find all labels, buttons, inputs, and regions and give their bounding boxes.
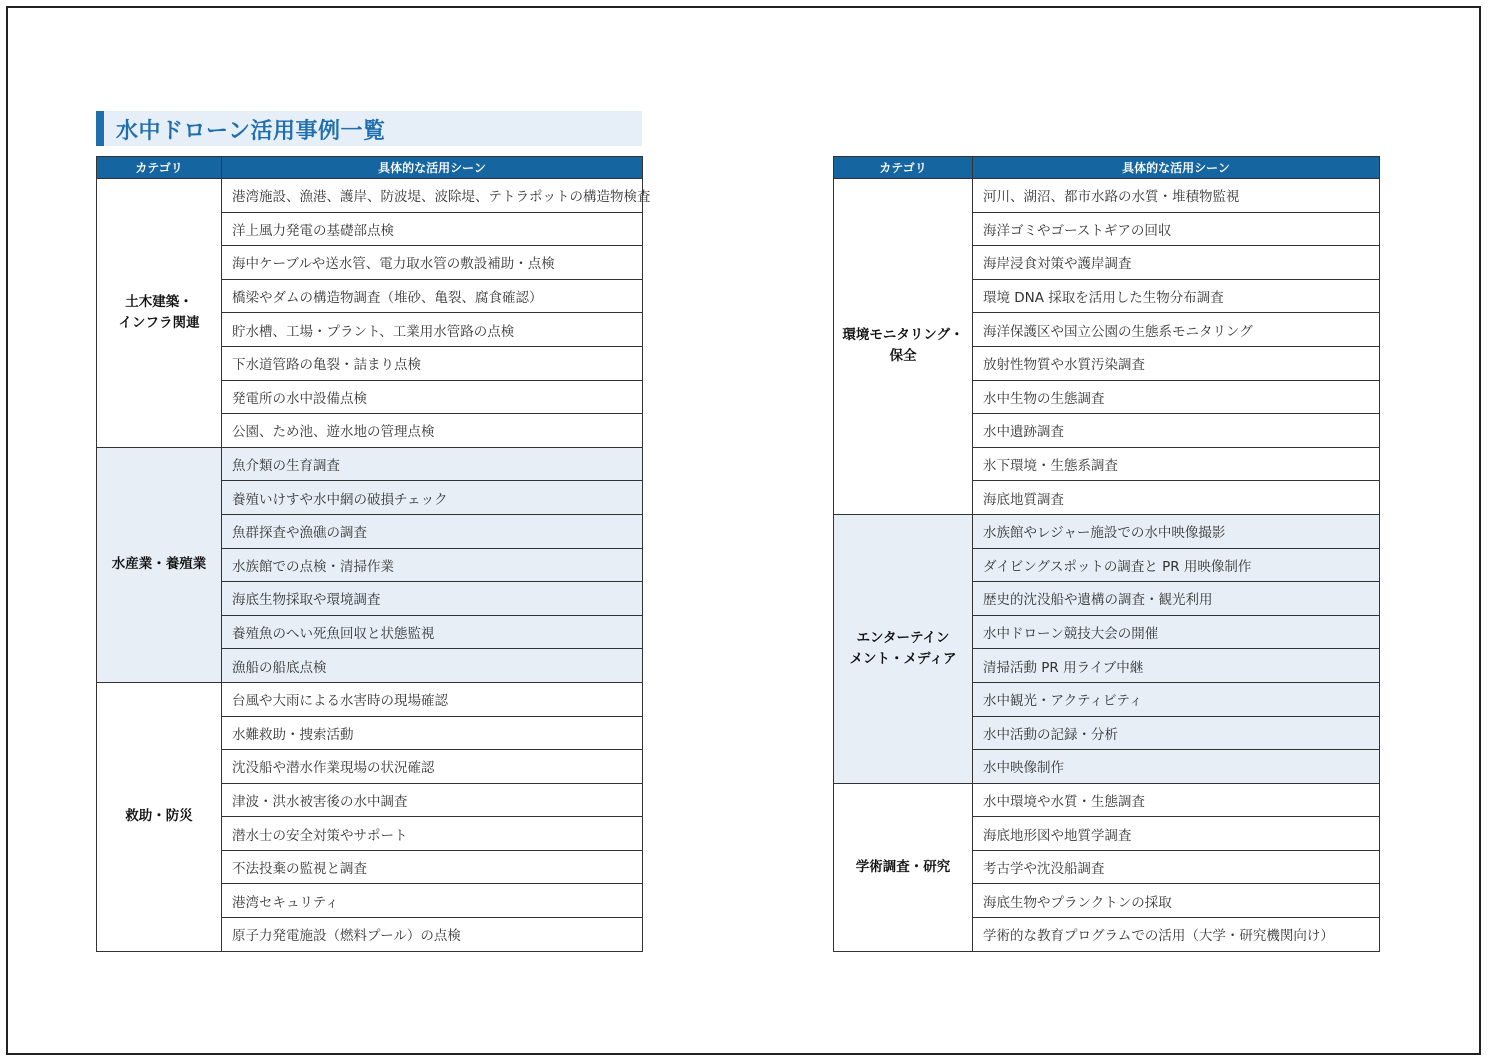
category-cell (97, 179, 222, 448)
scene-cell: 魚介類の生育調査 (222, 447, 643, 481)
scene-cell: 海底生物やプランクトンの採取 (973, 884, 1380, 918)
scene-cell: 海中ケーブルや送水管、電力取水管の敷設補助・点検 (222, 246, 643, 280)
page-title: 水中ドローン活用事例一覧 (116, 119, 386, 144)
scene-cell: 公園、ため池、遊水地の管理点検 (222, 414, 643, 448)
scene-cell: 歴史的沈没船や遺構の調査・観光利用 (973, 582, 1380, 616)
scene-cell: 清掃活動 PR 用ライブ中継 (973, 649, 1380, 683)
category-cell (97, 447, 222, 682)
scene-cell: 下水道管路の亀裂・詰まり点検 (222, 346, 643, 380)
category-label-line: メント・メディア (849, 650, 957, 667)
scene-cell: 養殖いけすや水中網の破損チェック (222, 481, 643, 515)
category-label-line: インフラ関連 (118, 314, 200, 331)
header-scene: 具体的な活用シーン (222, 157, 643, 179)
table-row (834, 514, 1380, 548)
category-label-line: エンターテイン (856, 629, 950, 646)
scene-cell: 環境 DNA 採取を活用した生物分布調査 (973, 279, 1380, 313)
header-category: カテゴリ (97, 157, 222, 179)
scene-cell: 海底生物採取や環境調査 (222, 582, 643, 616)
scene-cell: 海岸浸食対策や護岸調査 (973, 246, 1380, 280)
scene-cell: 不法投棄の監視と調査 (222, 850, 643, 884)
scene-cell: 魚群探査や漁礁の調査 (222, 514, 643, 548)
scene-cell: 貯水槽、工場・プラント、工業用水管路の点検 (222, 313, 643, 347)
scene-cell: 沈没船や潜水作業現場の状況確認 (222, 750, 643, 784)
scene-cell: 学術的な教育プログラムでの活用（大学・研究機関向け） (973, 918, 1380, 952)
scene-cell: 養殖魚のへい死魚回収と状態監視 (222, 615, 643, 649)
scene-cell: 台風や大雨による水害時の現場確認 (222, 682, 643, 716)
title-bar (96, 111, 642, 146)
category-label-line: 水産業・養殖業 (111, 556, 207, 573)
category-label-line: 土木建築・ (125, 293, 193, 310)
scene-cell: 水中ドローン競技大会の開催 (973, 615, 1380, 649)
scene-cell: 河川、湖沼、都市水路の水質・堆積物監視 (973, 179, 1380, 213)
header-scene: 具体的な活用シーン (973, 157, 1380, 179)
scene-cell: 水中観光・アクティビティ (973, 682, 1380, 716)
scene-cell: 海底地形図や地質学調査 (973, 817, 1380, 851)
use-case-table-right (833, 156, 1380, 952)
header-category: カテゴリ (834, 157, 973, 179)
table-row (834, 783, 1380, 817)
scene-cell: 水中環境や水質・生態調査 (973, 783, 1380, 817)
category-cell (834, 783, 973, 951)
scene-cell: 放射性物質や水質汚染調査 (973, 346, 1380, 380)
scene-cell: 海洋保護区や国立公園の生態系モニタリング (973, 313, 1380, 347)
scene-cell: 発電所の水中設備点検 (222, 380, 643, 414)
table-row (834, 179, 1380, 213)
table-row (97, 682, 643, 716)
scene-cell: 水中活動の記録・分析 (973, 716, 1380, 750)
category-label-line: 救助・防災 (125, 808, 193, 825)
scene-cell: 氷下環境・生態系調査 (973, 447, 1380, 481)
scene-cell: 海洋ゴミやゴーストギアの回収 (973, 212, 1380, 246)
scene-cell: 原子力発電施設（燃料プール）の点検 (222, 918, 643, 952)
scene-cell: 水族館での点検・清掃作業 (222, 548, 643, 582)
scene-cell: 潜水士の安全対策やサポート (222, 817, 643, 851)
table-row (97, 447, 643, 481)
scene-cell: 水中遺跡調査 (973, 414, 1380, 448)
scene-cell: 橋梁やダムの構造物調査（堆砂、亀裂、腐食確認） (222, 279, 643, 313)
category-cell (97, 682, 222, 951)
scene-cell: ダイビングスポットの調査と PR 用映像制作 (973, 548, 1380, 582)
category-label-line: 保全 (889, 348, 917, 365)
scene-cell: 水難救助・捜索活動 (222, 716, 643, 750)
category-label-line: 環境モニタリング・ (842, 327, 964, 344)
scene-cell: 洋上風力発電の基礎部点検 (222, 212, 643, 246)
category-cell (834, 179, 973, 515)
scene-cell: 港湾施設、漁港、護岸、防波堤、波除堤、テトラポットの構造物検査 (222, 179, 643, 213)
scene-cell: 水中映像制作 (973, 750, 1380, 784)
use-case-table-left (96, 156, 651, 952)
category-cell (834, 514, 973, 783)
category-label-line: 学術調査・研究 (855, 858, 951, 875)
scene-cell: 海底地質調査 (973, 481, 1380, 515)
scene-cell: 考古学や沈没船調査 (973, 850, 1380, 884)
scene-cell: 津波・洪水被害後の水中調査 (222, 783, 643, 817)
scene-cell: 漁船の船底点検 (222, 649, 643, 683)
scene-cell: 水族館やレジャー施設での水中映像撮影 (973, 514, 1380, 548)
scene-cell: 港湾セキュリティ (222, 884, 643, 918)
table-row (97, 179, 643, 213)
scene-cell: 水中生物の生態調査 (973, 380, 1380, 414)
